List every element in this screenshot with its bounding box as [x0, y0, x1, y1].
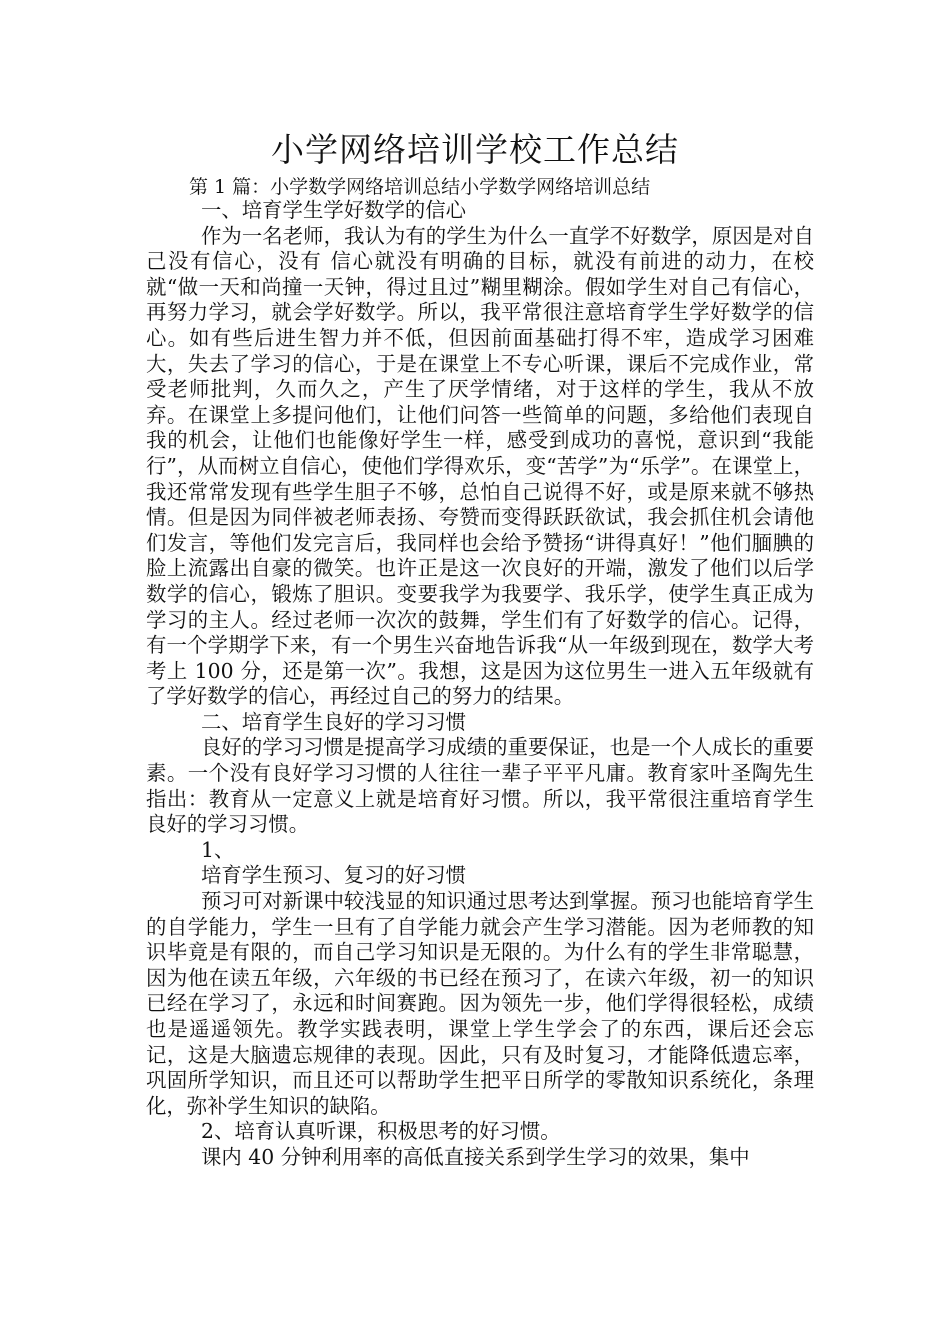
list-item-heading-1: 培育学生预习、复习的好习惯 [201, 863, 467, 888]
paragraph-3: 预习可对新课中较浅显的知识通过思考达到掌握。预习也能培育学生的自学能力，学生一旦有了自学能力就会产生学习潜能。因为老师教的知识毕竟是有限的，而自己学习知识是无限的。为什么有的学生非常聪慧，因为他在读五年级，六年级的书已经在预习了，在读六年级，初一的知识已经在学习了，永远和时间赛跑。因为领先一步，他们学得很轻松，成绩也是遥遥领先。教学实践表明，课堂上学生学会了的东西，课后还会忘记，这是大脑遗忘规律的表现。因此，只有及时复习，才能降低遗忘率，巩固所学知识，而且还可以帮助学生把平日所学的零散知识系统化，条理化，弥补学生知识的缺陷。 [146, 889, 814, 1118]
document-title: 小学网络培训学校工作总结 [271, 130, 679, 169]
document-body [146, 198, 814, 1171]
paragraph-1: 作为一名老师，我认为有的学生为什么一直学不好数学，原因是对自己没有信心，没有 信心就没有明确的目标，就没有前进的动力，在校就“做一天和尚撞一天钟，得过且过”糊里糊涂。假如学生对自己有信心，再努力学习，就会学好数学。所以，我平常很注意培育学生学好数学的信心。如有些后进生智力并不低，但因前面基础打得不牢，造成学习困难大，失去了学习的信心，于是在课堂上不专心听课，课后不完成作业，常受老师批判，久而久之，产生了厌学情绪，对于这样的学生，我从不放弃。在课堂上多提问他们，让他们问答一些简单的问题，多给他们表现自我的机会，让他们也能像好学生一样，感受到成功的喜悦，意识到“我能行”，从而树立自信心，使他们学得欢乐，变“苦学”为“乐学”。在课堂上，我还常常发现有些学生胆子不够，总怕自己说得不好，或是原来就不够热情。但是因为同伴被老师表扬、夸赞而变得跃跃欲试，我会抓住机会请他们发言，等他们发完言后，我同样也会给予赞扬“讲得真好！”他们腼腆的脸上流露出自豪的微笑。也许正是这一次良好的开端，激发了他们以后学数学的信心，锻炼了胆识。变要我学为我要学、我乐学，使学生真正成为学习的主人。经过老师一次次的鼓舞，学生们有了好数学的信心。记得，有一个学期学下来，有一个男生兴奋地告诉我“从一年级到现在，数学大考考上 100 分，还是第一次”。我想，这是因为这位男生一进入五年级就有了学好数学的信心，再经过自己的努力的结果。 [146, 223, 814, 709]
section-heading-1: 一、培育学生学好数学的信心 [201, 198, 467, 222]
document-subtitle: 第 1 篇：小学数学网络培训总结小学数学网络培训总结 [189, 176, 651, 198]
list-item-number-1: 1、 [201, 837, 235, 862]
paragraph-4: 课内 40 分钟利用率的高低直接关系到学生学习的效果，集中 [201, 1144, 750, 1169]
list-item-heading-2: 2、培育认真听课，积极思考的好习惯。 [201, 1119, 561, 1144]
section-heading-2: 二、培育学生良好的学习习惯 [201, 709, 467, 734]
paragraph-2: 良好的学习习惯是提高学习成绩的重要保证，也是一个人成长的重要素。一个没有良好学习习惯的人往往一辈子平平凡庸。教育家叶圣陶先生指出：教育从一定意义上就是培育好习惯。所以，我平常很注重培育学生良好的学习习惯。 [146, 735, 814, 837]
